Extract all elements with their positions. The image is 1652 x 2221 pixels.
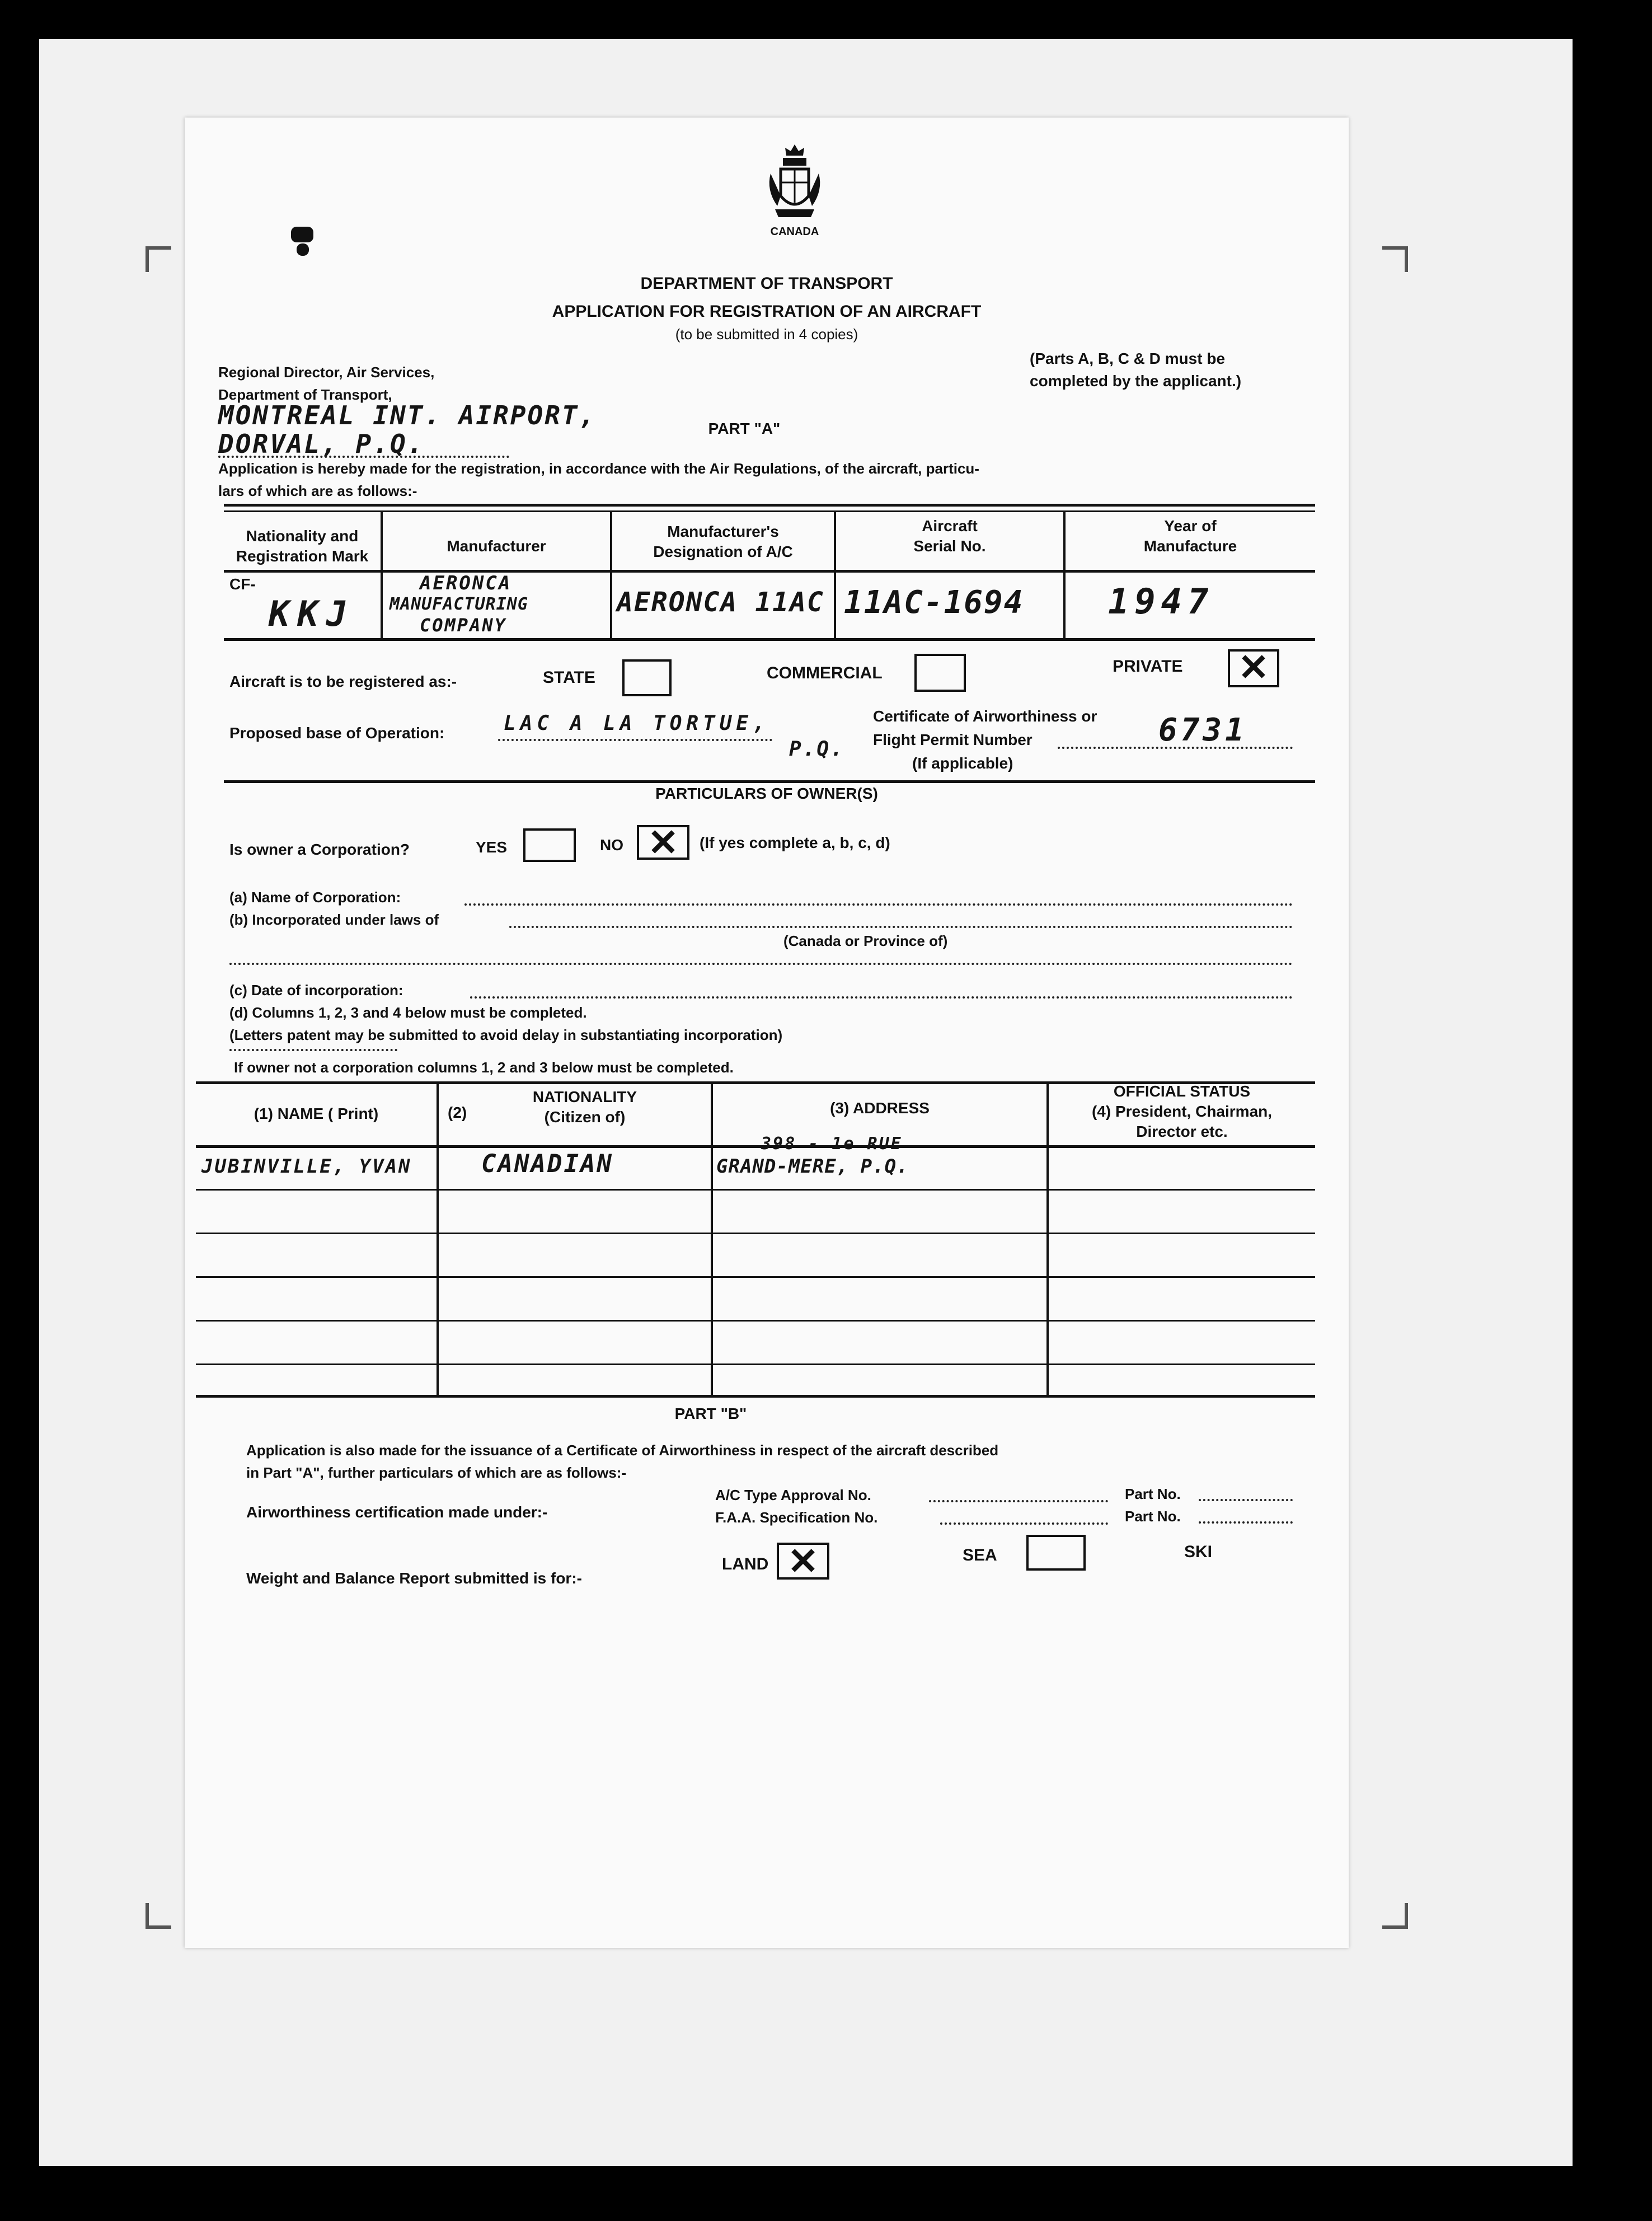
part-a-intro: lars of which are as follows:- — [218, 482, 417, 499]
certificate-value: 6731 — [1158, 712, 1247, 748]
private-label: PRIVATE — [1113, 657, 1183, 676]
crest — [764, 140, 825, 238]
corp-date-label: (c) Date of incorporation: — [229, 982, 403, 999]
weight-label: Weight and Balance Report submitted is for:- — [246, 1569, 582, 1587]
col-serial: Aircraft Serial No. — [913, 517, 986, 555]
col-nationality: NATIONALITY (Citizen of) — [532, 1088, 637, 1126]
sea-checkbox[interactable] — [1026, 1535, 1086, 1571]
year-value: 1947 — [1108, 581, 1214, 622]
letters-patent-note: (Letters patent may be submitted to avoid delay in substantiating incorporation) — [229, 1027, 783, 1043]
registration-mark: KKJ — [269, 593, 355, 634]
form-title: APPLICATION FOR REGISTRATION OF AN AIRCRAFT — [552, 302, 982, 321]
state-checkbox[interactable] — [622, 659, 672, 696]
manufacturer-value: MANUFACTURING — [389, 594, 528, 614]
department-title: DEPARTMENT OF TRANSPORT — [640, 274, 893, 293]
cf-prefix: CF- — [229, 575, 256, 593]
owners-heading: PARTICULARS OF OWNER(S) — [655, 785, 878, 802]
parts-note: (Parts A, B, C & D must be — [1030, 350, 1226, 367]
crop-mark — [146, 246, 171, 272]
check-mark-icon: ✕ — [1238, 646, 1269, 688]
handwritten-address: MONTREAL INT. AIRPORT, — [218, 400, 597, 430]
designation-value: AERONCA 11AC — [617, 587, 824, 618]
registered-as-label: Aircraft is to be registered as:- — [229, 673, 457, 690]
col-name: (1) NAME ( Print) — [254, 1105, 379, 1122]
col-official-status: OFFICIAL STATUS (4) President, Chairman, Director etc. — [1091, 1083, 1273, 1140]
state-label: STATE — [543, 668, 595, 687]
owner-address: GRAND-MERE, P.Q. — [716, 1155, 909, 1178]
corp-laws-label: (b) Incorporated under laws of — [229, 911, 439, 928]
land-label: LAND — [722, 1555, 769, 1573]
corp-name-label: (a) Name of Corporation: — [229, 889, 401, 906]
part-b-intro: in Part "A", further particulars of which are as follows:- — [246, 1464, 627, 1481]
check-mark-icon: ✕ — [647, 822, 679, 863]
commercial-checkbox[interactable] — [914, 654, 966, 692]
land-checkbox[interactable] — [777, 1540, 829, 1582]
manufacturer-value: COMPANY — [420, 615, 507, 636]
crop-mark — [1382, 1903, 1408, 1929]
base-label: Proposed base of Operation: — [229, 724, 445, 742]
corp-no-checkbox[interactable] — [637, 822, 689, 863]
corp-laws-hint: (Canada or Province of) — [783, 933, 948, 949]
private-checkbox[interactable] — [1228, 646, 1279, 688]
commercial-label: COMMERCIAL — [767, 664, 883, 682]
col-designation: Manufacturer's Designation of A/C — [653, 523, 793, 560]
owner-address: 398 - 1e RUE — [761, 1134, 903, 1154]
cert-label: Airworthiness certification made under:- — [246, 1503, 548, 1521]
if-applicable: (If applicable) — [912, 755, 1013, 772]
form-subtitle: (to be submitted in 4 copies) — [675, 326, 858, 343]
part-b-intro: Application is also made for the issuance of a Certificate of Airworthiness in respect of the aircraft described — [246, 1442, 999, 1459]
base-value: P.Q. — [789, 738, 844, 761]
part-no-label: Part No. — [1125, 1486, 1181, 1502]
if-yes-note: (If yes complete a, b, c, d) — [700, 834, 890, 851]
col-year: Year of Manufacture — [1143, 517, 1237, 555]
parts-note: completed by the applicant.) — [1030, 372, 1242, 390]
handwritten-address: DORVAL, P.Q. — [218, 429, 425, 459]
not-corp-note: If owner not a corporation columns 1, 2 and 3 below must be completed. — [234, 1059, 734, 1076]
ink-smudge — [291, 227, 313, 242]
serial-value: 11AC-1694 — [844, 584, 1024, 621]
col-nationality: Nationality and Registration Mark — [236, 527, 369, 565]
ink-smudge — [297, 243, 309, 256]
crop-mark — [1382, 246, 1408, 272]
owner-name: JUBINVILLE, YVAN — [201, 1155, 412, 1178]
col-nationality-number: (2) — [448, 1104, 467, 1121]
canada-coat-of-arms-icon — [764, 140, 825, 235]
columns-note: (d) Columns 1, 2, 3 and 4 below must be completed. — [229, 1004, 587, 1021]
application-form — [185, 118, 1349, 1948]
col-manufacturer: Manufacturer — [447, 537, 546, 555]
yes-label: YES — [476, 838, 508, 856]
crop-mark — [146, 1903, 171, 1929]
part-a-intro: Application is hereby made for the registration, in accordance with the Air Regulations, of the aircraft, particu- — [218, 460, 979, 477]
check-mark-icon: ✕ — [787, 1540, 819, 1582]
corp-yes-checkbox[interactable] — [523, 828, 576, 862]
crest-label: CANADA — [770, 226, 819, 238]
ski-label: SKI — [1184, 1543, 1213, 1561]
faa-spec-label: F.A.A. Specification No. — [715, 1509, 878, 1526]
addressee-line: Regional Director, Air Services, — [218, 364, 435, 381]
no-label: NO — [600, 836, 623, 854]
corp-question: Is owner a Corporation? — [229, 841, 410, 858]
sea-label: SEA — [963, 1546, 997, 1564]
part-no-label: Part No. — [1125, 1508, 1181, 1525]
col-address: (3) ADDRESS — [830, 1099, 930, 1117]
certificate-label: Certificate of Airworthiness or — [873, 707, 1097, 725]
addressee-line: Department of Transport, — [218, 386, 392, 403]
part-a-heading: PART "A" — [708, 420, 781, 437]
certificate-label: Flight Permit Number — [873, 731, 1032, 748]
base-value: LAC A LA TORTUE, — [504, 712, 769, 735]
type-approval-label: A/C Type Approval No. — [715, 1487, 871, 1503]
manufacturer-value: AERONCA — [420, 572, 512, 594]
part-b-heading: PART "B" — [674, 1405, 747, 1422]
owner-nationality: CANADIAN — [481, 1150, 613, 1178]
